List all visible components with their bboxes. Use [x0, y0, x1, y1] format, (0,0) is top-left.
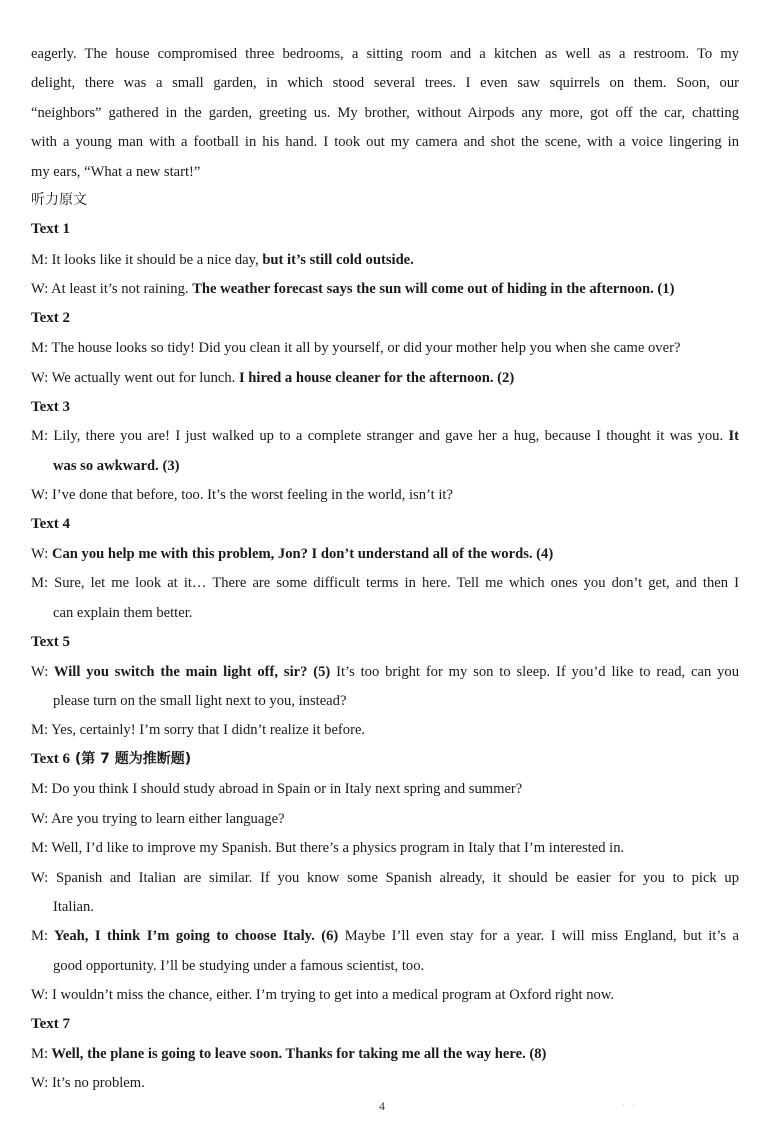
- dialogue-text: Yes, certainly! I’m sorry that I didn’t realize it before.: [48, 722, 366, 738]
- dialogue-line-continued: [53, 457, 739, 475]
- text-heading: Text 4: [31, 516, 71, 532]
- dialogue-text: We actually went out for lunch.: [48, 370, 239, 386]
- speaker-label: M:: [31, 928, 49, 944]
- speaker-label: M:: [31, 428, 49, 444]
- answer-text: but it’s still cold outside.: [262, 252, 414, 268]
- dialogue-text: Are you trying to learn either language?: [48, 811, 285, 827]
- speaker-label: W:: [31, 987, 49, 1003]
- speaker-label: M:: [31, 722, 49, 738]
- speaker-label: M:: [31, 1046, 49, 1062]
- speaker-label: W:: [31, 664, 49, 680]
- text-heading: Text 2: [31, 310, 71, 326]
- essay-line: delight, there was a small garden, in which stood several trees. I even saw squirrels on them. Soon, our: [31, 75, 739, 91]
- dialogue-line: [31, 869, 739, 887]
- dialogue-line-continued: please turn on the small light next to you, instead?: [53, 693, 347, 709]
- speaker-label: W:: [31, 546, 49, 562]
- dialogue-text: I’ve done that before, too. It’s the worst feeling in the world, isn’t it?: [48, 487, 453, 503]
- question-note: (第 7 题为推断题): [70, 751, 192, 767]
- dialogue-line: [31, 339, 739, 357]
- dialogue-line: [31, 663, 739, 681]
- dialogue-text: Sure, let me look at it… There are some difficult terms in here. Tell me which ones you don’t get, and then I: [48, 575, 739, 591]
- dialogue-line: [31, 545, 739, 563]
- answer-text: Well, the plane is going to leave soon. Thanks for taking me all the way here. (8): [48, 1046, 547, 1062]
- dialogue-line: [31, 251, 739, 269]
- dialogue-line: [31, 1074, 739, 1092]
- dialogue-line: [31, 427, 739, 445]
- answer-text: The weather forecast says the sun will come out of hiding in the afternoon. (1): [192, 281, 675, 297]
- speaker-label: W:: [31, 487, 49, 503]
- dialogue-text: At least it’s not raining.: [48, 281, 193, 297]
- dialogue-line: [31, 280, 739, 298]
- answer-text: Can you help me with this problem, Jon? I don’t understand all of the words. (4): [48, 546, 554, 562]
- text-heading: Text 7: [31, 1016, 71, 1032]
- scan-speck: · ·: [622, 1101, 639, 1110]
- dialogue-line: [31, 721, 739, 739]
- dialogue-line: [31, 927, 739, 945]
- speaker-label: M:: [31, 340, 49, 356]
- text-heading: Text 3: [31, 399, 71, 415]
- dialogue-line: [31, 810, 739, 828]
- speaker-label: W:: [31, 811, 49, 827]
- dialogue-line: [31, 839, 739, 857]
- dialogue-text: Lily, there you are! I just walked up to a complete stranger and gave her a hug, because I thought it was you.: [48, 428, 729, 444]
- dialogue-line: [31, 1045, 739, 1063]
- dialogue-line: [31, 574, 739, 592]
- dialogue-line-continued: good opportunity. I’ll be studying under a famous scientist, too.: [53, 958, 425, 974]
- page-number: 4: [379, 1099, 385, 1113]
- essay-line: “neighbors” gathered in the garden, greeting us. My brother, without Airpods any more, got off the car, chatting: [31, 105, 739, 121]
- text-heading: Text 5: [31, 634, 71, 650]
- text-heading: Text 1: [31, 221, 71, 237]
- dialogue-text: Spanish and Italian are similar. If you know some Spanish already, it should be easier for you to pick up: [48, 870, 739, 886]
- dialogue-line: [31, 780, 739, 798]
- speaker-label: M:: [31, 252, 49, 268]
- speaker-label: W:: [31, 870, 49, 886]
- speaker-label: W:: [31, 281, 49, 297]
- text-heading-label: Text 6: [31, 751, 71, 767]
- dialogue-line: [31, 986, 739, 1004]
- dialogue-text: It looks like it should be a nice day,: [48, 252, 263, 268]
- dialogue-text: I wouldn’t miss the chance, either. I’m trying to get into a medical program at Oxford right now.: [48, 987, 615, 1003]
- speaker-label: M:: [31, 781, 49, 797]
- answer-text: was so awkward. (3): [53, 458, 180, 474]
- essay-line: with a young man with a football in his hand. I took out my camera and shot the scene, with a voice lingering in: [31, 134, 739, 150]
- dialogue-line: [31, 486, 739, 504]
- dialogue-text: Maybe I’ll even stay for a year. I will miss England, but it’s a: [338, 928, 739, 944]
- dialogue-line: [31, 369, 739, 387]
- dialogue-line-continued: can explain them better.: [53, 605, 193, 621]
- dialogue-text: Well, I’d like to improve my Spanish. But there’s a physics program in Italy that I’m interested in.: [48, 840, 625, 856]
- speaker-label: M:: [31, 575, 49, 591]
- section-title: 听力原文: [31, 192, 87, 208]
- dialogue-text: Do you think I should study abroad in Spain or in Italy next spring and summer?: [48, 781, 523, 797]
- essay-line: my ears, “What a new start!”: [31, 164, 201, 180]
- dialogue-text: The house looks so tidy! Did you clean it all by yourself, or did your mother help you when she came over?: [48, 340, 681, 356]
- answer-text: Will you switch the main light off, sir? (5): [48, 664, 331, 680]
- answer-text: Yeah, I think I’m going to choose Italy. (6): [48, 928, 339, 944]
- speaker-label: M:: [31, 840, 49, 856]
- dialogue-line-continued: Italian.: [53, 899, 94, 915]
- answer-text: I hired a house cleaner for the afternoon. (2): [238, 370, 515, 386]
- answer-text: It: [728, 428, 739, 444]
- essay-line: eagerly. The house compromised three bedrooms, a sitting room and a kitchen as well as a restroom. To my: [31, 46, 739, 62]
- speaker-label: W:: [31, 1075, 49, 1091]
- speaker-label: W:: [31, 370, 49, 386]
- dialogue-text: It’s too bright for my son to sleep. If you’d like to read, can you: [330, 664, 739, 680]
- text-heading: [31, 750, 739, 768]
- dialogue-text: It’s no problem.: [48, 1075, 145, 1091]
